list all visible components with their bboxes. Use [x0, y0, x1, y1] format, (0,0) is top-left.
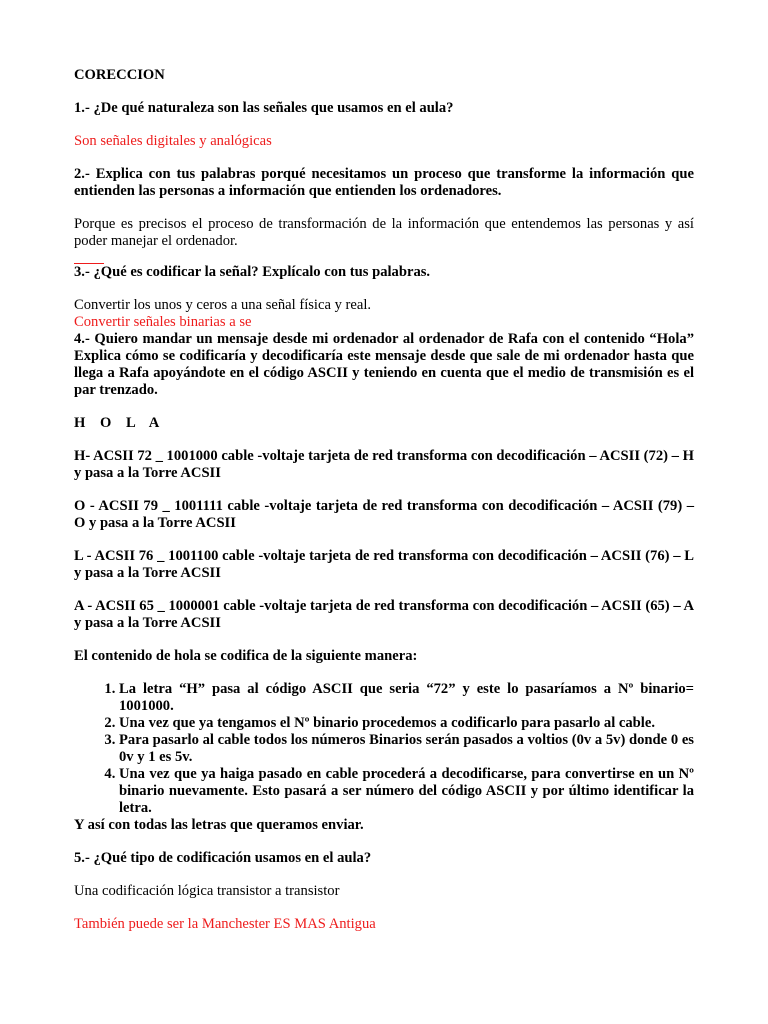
letter-a-encoding: A - ACSII 65 _ 1000001 cable -voltaje tarjeta de red transforma con decodificación – ACSII (65) – A y pasa a la Torre ACSII — [74, 598, 694, 631]
encoding-steps-list — [74, 681, 694, 817]
answer-3: Convertir los unos y ceros a una señal física y real. — [74, 297, 372, 313]
question-5: 5.- ¿Qué tipo de codificación usamos en el aula? — [74, 850, 372, 866]
question-4: 4.- Quiero mandar un mensaje desde mi ordenador al ordenador de Rafa con el contenido “Hola” Explica cómo se codificaría y decodificaría este mensaje desde que sale de mi ordenador hasta que llega a Rafa apoyándote en el código ASCII y teniendo en cuenta que el medio de transmisión es el par trenzado. — [74, 331, 694, 398]
document-title: CORECCION — [74, 67, 165, 83]
encode-intro: El contenido de hola se codifica de la siguiente manera: — [74, 648, 418, 664]
list-item: 1. La letra “H” pasa al código ASCII que seria “72” y este lo pasaríamos a Nº binario= 1001000. — [119, 681, 694, 715]
letter-h-encoding: H- ACSII 72 _ 1001000 cable -voltaje tarjeta de red transforma con decodificación – ACSII (72) – H y pasa a la Torre ACSII — [74, 448, 694, 481]
answer-1-correction: Son señales digitales y analógicas — [74, 133, 272, 149]
question-1: 1.- ¿De qué naturaleza son las señales que usamos en el aula? — [74, 100, 454, 116]
letter-l-encoding: L - ACSII 76 _ 1001100 cable -voltaje tarjeta de red transforma con decodificación – ACSII (76) – L y pasa a la Torre ACSII — [74, 548, 694, 581]
question-2: 2.- Explica con tus palabras porqué necesitamos un proceso que transforme la información que entienden las personas a información que entienden los ordenadores. — [74, 166, 694, 199]
question-3: 3.- ¿Qué es codificar la señal? Explícalo con tus palabras. — [74, 264, 431, 280]
list-item: 3. Para pasarlo al cable todos los números Binarios serán pasados a voltios (0v a 5v) donde 0 es 0v y 1 es 5v. — [119, 732, 694, 766]
red-underline-mark — [74, 252, 104, 264]
closing-line: Y así con todas las letras que queramos enviar. — [74, 817, 364, 833]
answer-2: Porque es precisos el proceso de transformación de la información que entendemos las personas y así poder manejar el ordenador. — [74, 216, 694, 249]
answer-3-correction: Convertir señales binarias a se — [74, 314, 252, 330]
hola-letters: H O L A — [74, 415, 165, 431]
answer-5: Una codificación lógica transistor a transistor — [74, 883, 340, 899]
list-item: 2. Una vez que ya tengamos el Nº binario procedemos a codificarlo para pasarlo al cable. — [119, 715, 694, 732]
letter-o-encoding: O - ACSII 79 _ 1001111 cable -voltaje tarjeta de red transforma con decodificación – ACSII (79) – O y pasa a la Torre ACSII — [74, 498, 694, 531]
answer-5-correction: También puede ser la Manchester ES MAS Antigua — [74, 916, 376, 932]
list-item: 4. Una vez que ya haiga pasado en cable procederá a decodificarse, para convertirse en un Nº binario nuevamente. Esto pasará a ser número del código ASCII y por último identificar la letra. — [119, 766, 694, 817]
